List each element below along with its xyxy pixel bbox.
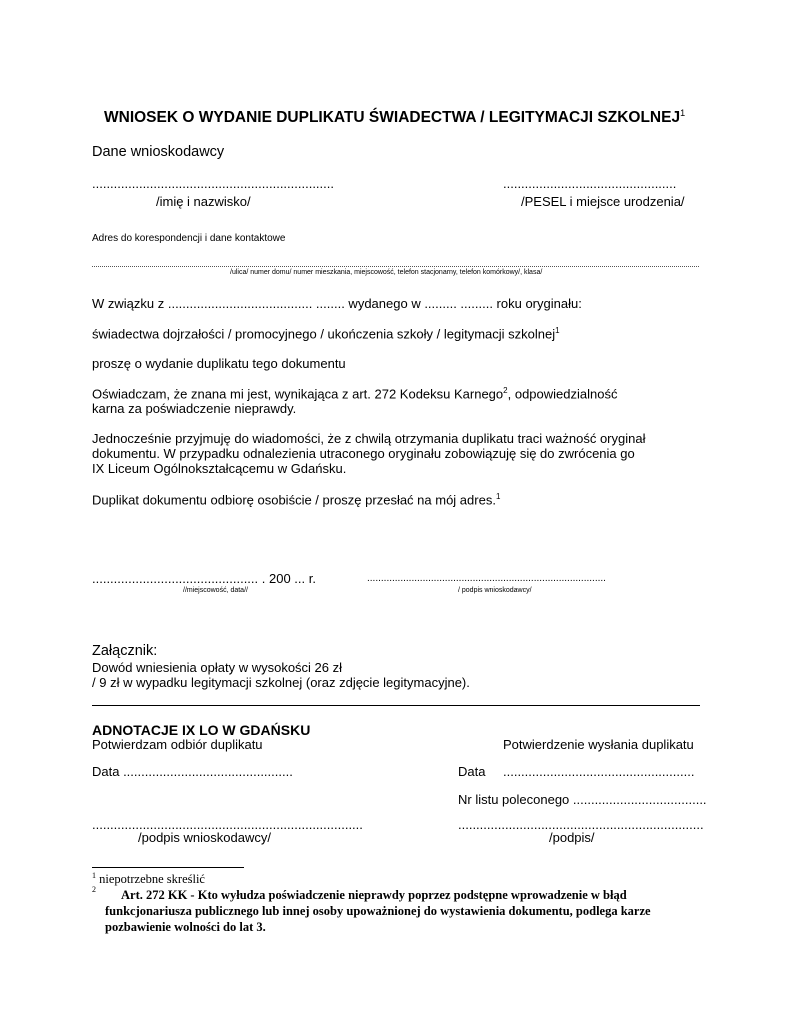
attachment-heading: Załącznik:	[92, 643, 158, 659]
pickup-text: Duplikat dokumentu odbiorę osobiście / proszę przesłać na mój adres.	[92, 492, 496, 508]
document-type-footnote-ref: 1	[555, 326, 560, 335]
footnote-2-number-wrap	[92, 885, 96, 901]
declaration-line-1	[92, 386, 617, 401]
body-line-1: W związku z ........................................ ........ wydanego w ......... ......... roku oryginału:	[92, 296, 582, 311]
signature-label: / podpis wnioskodawcy/	[458, 587, 532, 594]
document-title	[104, 108, 685, 127]
pesel-dots: ................................................	[503, 176, 677, 191]
acceptance-line-3: IX Liceum Ogólnokształcącemu w Gdańsku.	[92, 461, 347, 476]
notes-heading: ADNOTACJE IX LO W GDAŃSKU	[92, 722, 311, 738]
shipping-date-label: Data	[458, 764, 486, 779]
address-caption: /ulica/ numer domu/ numer mieszkania, miejscowość, telefon stacjonarny, telefon komórkowy/, klasa/	[230, 269, 543, 276]
shipping-signature-dots: ....................................................................	[458, 817, 704, 832]
footnote-1-text: niepotrzebne skreślić	[96, 872, 205, 887]
footnote-1-number: 1	[92, 871, 96, 880]
declaration-footnote-ref: 2	[503, 386, 508, 395]
receipt-date: Data ...............................................	[92, 764, 293, 779]
shipping-caption: Potwierdzenie wysłania duplikatu	[503, 737, 694, 752]
request-line: proszę o wydanie duplikatu tego dokumentu	[92, 356, 346, 371]
place-date-dots: .............................................. . 200 ... r.	[92, 571, 316, 586]
title-text: WNIOSEK O WYDANIE DUPLIKATU ŚWIADECTWA / LEGITYMACJI SZKOLNEJ	[104, 109, 681, 127]
footnote-2-number: 2	[92, 885, 96, 894]
signature-dots: ......................................................................................	[367, 573, 606, 584]
attachment-line-2: / 9 zł w wypadku legitymacji szkolnej (oraz zdjęcie legitymacyjne).	[92, 675, 470, 690]
document-type-line	[92, 326, 560, 341]
acceptance-line-2: dokumentu. W przypadku odnalezienia utraconego oryginału zobowiązuję się do zwrócenia go	[92, 446, 635, 461]
title-footnote-ref: 1	[680, 108, 686, 118]
applicant-heading: Dane wnioskodawcy	[92, 144, 225, 160]
footnote-rule	[92, 867, 244, 868]
address-label: Adres do korespondencji i dane kontaktowe	[92, 233, 286, 244]
pickup-line	[92, 492, 500, 507]
declaration-text-b: , odpowiedzialność	[507, 386, 618, 402]
shipping-signature-label: /podpis/	[549, 830, 595, 845]
place-date-label: //miejscowość, data//	[183, 587, 248, 594]
pickup-footnote-ref: 1	[495, 492, 501, 501]
shipping-date-dots: .....................................................	[503, 764, 695, 779]
pesel-label: /PESEL i miejsce urodzenia/	[521, 194, 685, 209]
attachment-line-1: Dowód wniesienia opłaty w wysokości 26 zł	[92, 660, 343, 675]
footnote-1	[92, 871, 205, 887]
name-label: /imię i nazwisko/	[156, 194, 251, 209]
section-divider	[92, 705, 700, 706]
name-dots: ...................................................................	[92, 176, 334, 191]
declaration-line-2: karna za poświadczenie nieprawdy.	[92, 401, 297, 416]
acceptance-line-1: Jednocześnie przyjmuję do wiadomości, że z chwilą otrzymania duplikatu traci ważność oryginał	[92, 431, 646, 446]
footnote-2-text: Art. 272 KK - Kto wyłudza poświadczenie nieprawdy poprzez podstępne wprowadzenie w błąd funkcjonariusza publicznego lub innej osoby upoważnionej do wystawienia dokumentu, podlega karze pozbawienie wolności do lat 3.	[105, 888, 651, 934]
address-dotted-line	[92, 266, 699, 267]
receipt-caption: Potwierdzam odbiór duplikatu	[92, 737, 263, 752]
tracking-number: Nr listu poleconego .....................................	[458, 792, 707, 807]
document-type-text: świadectwa dojrzałości / promocyjnego / ukończenia szkoły / legitymacji szkolnej	[92, 326, 556, 342]
declaration-text-a: Oświadczam, że znana mi jest, wynikająca z art. 272 Kodeksu Karnego	[92, 386, 504, 402]
receipt-signature-label: /podpis wnioskodawcy/	[138, 830, 271, 845]
receipt-signature-dots: ...........................................................................	[92, 817, 363, 832]
